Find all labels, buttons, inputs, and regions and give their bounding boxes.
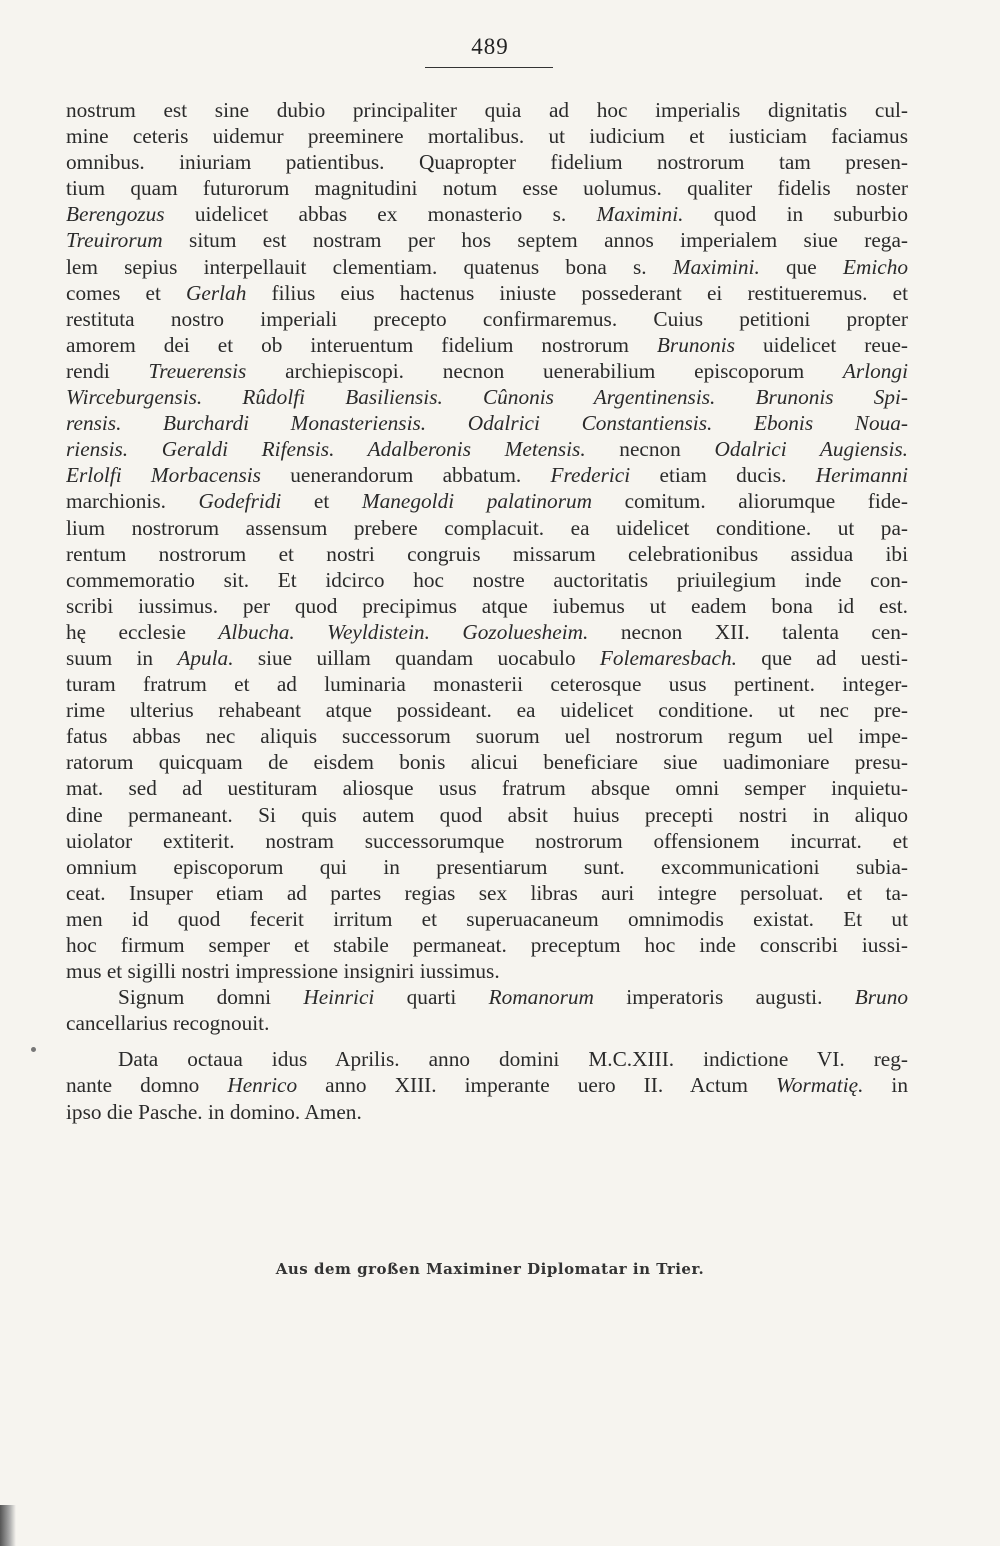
text-segment: necnon XII. talenta cen- [588, 619, 908, 644]
text-segment-italic: Frederici [550, 463, 631, 488]
text-line [66, 671, 908, 697]
text-segment: filius eius hactenus iniuste possederant ei restitueremus. et [246, 280, 908, 305]
text-line [66, 358, 908, 384]
text-line [66, 880, 908, 906]
text-segment: comitum. aliorumque fide- [592, 489, 908, 514]
text-line [66, 410, 908, 436]
page-number-rule [425, 67, 553, 68]
text-segment: mine ceteris uidemur preeminere mortalibus. ut iudicium et iusticiam faciamus [66, 124, 908, 149]
text-segment: turam fratrum et ad luminaria monasterii ceterosque usus pertinent. integer- [66, 672, 908, 697]
text-segment [295, 620, 327, 644]
text-line [66, 697, 908, 723]
text-line [66, 515, 908, 541]
text-line [66, 175, 908, 201]
text-segment: suum in [66, 645, 178, 670]
text-segment-italic: Wormatię. [776, 1073, 864, 1098]
text-segment: cancellarius recognouit. [66, 1011, 270, 1036]
text-segment-italic: Romanorum [488, 985, 594, 1010]
text-segment-italic: Albucha. [218, 619, 295, 644]
text-segment-italic: Herimanni [815, 463, 908, 488]
text-line [66, 488, 908, 514]
text-segment-italic: rensis. Burchardi Monasteriensis. Odalrici Constantiensis. Ebonis Noua- [66, 411, 908, 436]
text-segment: et [281, 489, 362, 514]
charter-text [66, 97, 908, 1125]
text-segment: quarti [374, 985, 489, 1010]
text-segment: uenerandorum abbatum. [260, 463, 551, 488]
text-segment: omnibus. iniuriam patientibus. Quapropter fidelium nostrorum tam presen- [66, 150, 908, 175]
text-segment: rime ulterius rehabeant atque possideant. ea uidelicet conditione. ut nec pre- [66, 698, 908, 723]
text-segment-italic: Maximini. [672, 254, 760, 279]
text-segment: uidelicet reue- [735, 332, 908, 357]
text-line [66, 828, 908, 854]
text-segment-italic: Brunonis [656, 332, 735, 357]
page-number: 489 [471, 34, 509, 59]
text-line [66, 958, 908, 984]
text-segment: quod in suburbio [683, 202, 908, 227]
text-segment: archiepiscopi. necnon uenerabilium episcoporum [246, 358, 843, 383]
text-segment: siue uillam quandam uocabulo [233, 645, 600, 670]
text-line [66, 123, 908, 149]
text-line [66, 645, 908, 671]
paragraph-gap [66, 1036, 908, 1046]
text-segment: restituta nostro imperiali precepto confirmaremus. Cuius petitioni propter [66, 306, 908, 331]
text-line [66, 436, 908, 462]
text-segment: que [759, 254, 843, 279]
text-segment: imperatoris augusti. [593, 985, 855, 1010]
text-segment-italic: Apula. [177, 645, 234, 670]
text-segment: hę ecclesie [66, 619, 219, 644]
text-segment: amorem dei et ob interuentum fidelium nostrorum [66, 332, 657, 357]
text-segment: hoc firmum semper et stabile permaneat. preceptum hoc inde conscribi iussi- [66, 933, 908, 957]
text-line [66, 1072, 908, 1098]
page-edge-shadow [0, 1505, 16, 1546]
text-line [66, 541, 908, 567]
text-segment-italic: Manegoldi palatinorum [361, 489, 593, 514]
text-segment-italic: Wirceburgensis. Rûdolfi Basiliensis. Cûnonis Argentinensis. Brunonis Spi- [66, 385, 908, 410]
text-line [66, 1099, 908, 1125]
text-line [66, 567, 908, 593]
text-segment: in [863, 1073, 908, 1098]
text-segment: uidelicet abbas ex monasterio s. [164, 202, 597, 227]
text-line [66, 1010, 908, 1036]
text-segment: necnon [585, 437, 715, 462]
text-segment: Data octaua idus Aprilis. anno domini M.C.XIII. indictione VI. reg- [118, 1047, 908, 1072]
text-segment: comes et [66, 280, 187, 305]
text-segment: Signum domni [118, 985, 304, 1010]
text-segment: fatus abbas nec aliquis successorum suorum uel nostrorum regum uel impe- [66, 724, 908, 749]
text-line [66, 306, 908, 332]
text-line [66, 619, 908, 645]
text-line [66, 854, 908, 880]
text-segment-italic: Weyldistein. [327, 619, 430, 644]
text-line [66, 906, 908, 932]
text-line [66, 227, 908, 253]
text-segment-italic: Heinrici [303, 985, 375, 1010]
text-line [66, 280, 908, 306]
text-segment-italic: Bruno [854, 985, 908, 1010]
margin-mark [31, 1047, 36, 1052]
text-segment: dine permaneant. Si quis autem quod absit huius precepti nostri in aliquo [66, 802, 908, 827]
text-segment: omnium episcoporum qui in presentiarum sunt. excommunicationi subia- [66, 854, 908, 879]
text-segment: nante domno [66, 1073, 228, 1098]
text-line [66, 593, 908, 619]
text-segment-italic: Erlolfi Morbacensis [66, 463, 261, 488]
text-line [66, 149, 908, 175]
text-segment-italic: Folemaresbach. [599, 645, 737, 670]
text-segment-italic: Odalrici Augiensis. [714, 437, 908, 462]
text-segment-italic: Treuerensis [148, 358, 247, 383]
text-segment: que ad uesti- [736, 645, 908, 670]
text-segment: ratorum quicquam de eisdem bonis alicui beneficiare siue uadimoniare presu- [66, 750, 908, 775]
text-segment: mat. sed ad uestituram aliosque usus fratrum absque omni semper inquietu- [66, 776, 908, 801]
text-segment: etiam ducis. [630, 463, 816, 488]
text-line [66, 201, 908, 227]
text-segment: rentum nostrorum et nostri congruis missarum celebrationibus assidua ibi [66, 541, 908, 566]
text-segment: nostrum est sine dubio principaliter quia ad hoc imperialis dignitatis cul- [66, 98, 908, 122]
text-line [66, 384, 908, 410]
text-segment-italic: Maximini. [596, 202, 684, 227]
text-segment-italic: Treuirorum [66, 228, 163, 253]
text-segment-italic: Arlongi [842, 358, 908, 383]
text-segment: ceat. Insuper etiam ad partes regias sex libras auri integre persoluat. et ta- [66, 880, 908, 905]
text-line [66, 254, 908, 280]
text-line [66, 932, 908, 958]
text-segment: marchionis. [66, 489, 199, 514]
text-line [66, 723, 908, 749]
text-segment: rendi [66, 358, 149, 383]
text-segment-italic: Gerlah [186, 280, 247, 305]
text-segment: lium nostrorum assensum prebere complacuit. ea uidelicet conditione. ut pa- [66, 515, 908, 540]
text-segment: commemoratio sit. Et idcirco hoc nostre auctoritatis priuilegium inde con- [66, 567, 908, 592]
text-segment: lem sepius interpellauit clementiam. quatenus bona s. [66, 254, 673, 279]
text-segment-italic: Gozoluesheim. [462, 619, 589, 644]
text-segment: men id quod fecerit irritum et superuacaneum omnimodis existat. Et ut [66, 906, 908, 931]
text-segment-italic: Berengozus [66, 202, 165, 227]
text-segment: ipso die Pasche. in domino. Amen. [66, 1099, 362, 1124]
text-line [66, 802, 908, 828]
text-line [66, 749, 908, 775]
text-line [66, 332, 908, 358]
text-line [66, 775, 908, 801]
text-line [66, 984, 908, 1010]
text-segment: tium quam futurorum magnitudini notum esse uolumus. qualiter fidelis noster [66, 176, 908, 201]
text-segment: uiolator extiterit. nostram successorumque nostrorum offensionem incurrat. et [66, 828, 908, 853]
text-segment: mus et sigilli nostri impressione insigniri iussimus. [66, 959, 500, 984]
text-line [66, 97, 908, 123]
text-segment-italic: riensis. Geraldi Rifensis. Adalberonis Metensis. [66, 437, 586, 462]
text-segment-italic: Henrico [227, 1073, 298, 1098]
text-segment: situm est nostram per hos septem annos imperialem siue rega- [162, 228, 908, 253]
text-segment: scribi iussimus. per quod precipimus atque iubemus ut eadem bona id est. [66, 593, 908, 618]
text-segment: anno XIII. imperante uero II. Actum [297, 1073, 777, 1098]
text-line [66, 462, 908, 488]
text-segment-italic: Godefridi [198, 489, 282, 514]
text-segment [430, 620, 462, 644]
text-segment-italic: Emicho [842, 254, 908, 279]
source-note: Aus dem großen Maximiner Diplomatar in Trier. [275, 1260, 705, 1278]
text-line [66, 1046, 908, 1072]
